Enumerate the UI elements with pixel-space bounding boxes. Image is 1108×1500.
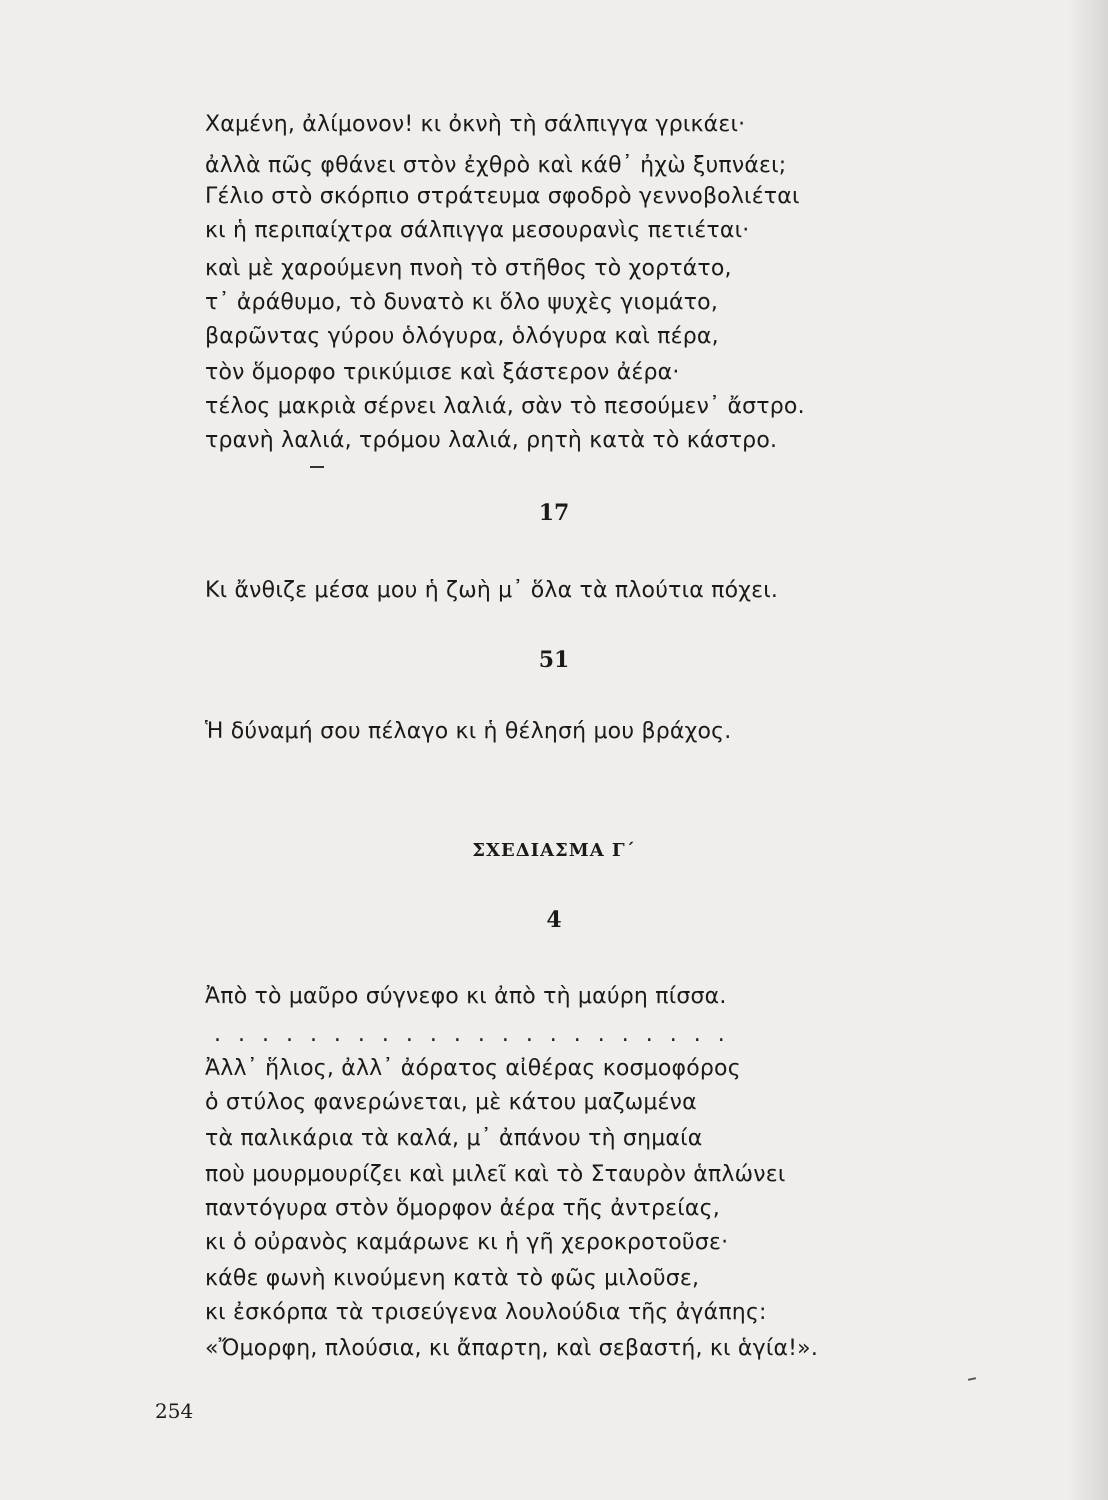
poem-line: ἀλλὰ πῶς φθάνει στὸν ἐχθρὸ καὶ κάθ᾽ ἠχὼ ξυπνάει; [205, 153, 787, 178]
poem-line: καὶ μὲ χαρούμενη πνοὴ τὸ στῆθος τὸ χορτάτο, [205, 256, 732, 281]
fragment-number: 51 [538, 647, 570, 673]
poem-line: κάθε φωνὴ κινούμενη κατὰ τὸ φῶς μιλοῦσε, [205, 1266, 700, 1291]
poem-line: τρανὴ λαλιά, τρόμου λαλιά, ρητὴ κατὰ τὸ κάστρο. [205, 428, 778, 453]
poem-line: Ἀλλ᾽ ἥλιος, ἀλλ᾽ ἀόρατος αἰθέρας κοσμοφόρος [205, 1056, 741, 1081]
page-edge-shadow [1068, 0, 1108, 1500]
poem-line: τ᾽ ἀράθυμο, τὸ δυνατὸ κι ὅλο ψυχὲς γιομάτο, [205, 290, 719, 315]
stray-mark [968, 1377, 976, 1381]
poem-line: «Ὄμορφη, πλούσια, κι ἄπαρτη, καὶ σεβαστή, κι ἁγία!». [205, 1336, 819, 1361]
poem-line: τὰ παλικάρια τὰ καλά, μ᾽ ἀπάνου τὴ σημαία [205, 1126, 703, 1151]
poem-line: ποὺ μουρμουρίζει καὶ μιλεῖ καὶ τὸ Σταυρὸν ἁπλώνει [205, 1162, 786, 1187]
poem-line: κι ὁ οὐρανὸς καμάρωνε κι ἡ γῆ χεροκροτοῦσε· [205, 1230, 729, 1255]
poem-line: κι ἐσκόρπα τὰ τρισεύγενα λουλούδια τῆς ἀγάπης: [205, 1300, 767, 1325]
page-number: 254 [155, 1399, 194, 1423]
poem-line: παντόγυρα στὸν ὅμορφον ἀέρα τῆς ἀντρείας, [205, 1196, 720, 1221]
poem-line: Ἡ δύναμή σου πέλαγο κι ἡ θέλησή μου βράχος. [205, 719, 732, 744]
poem-line: Κι ἄνθιζε μέσα μου ἡ ζωὴ μ᾽ ὅλα τὰ πλούτια πόχει. [205, 578, 779, 603]
poem-line: Χαμένη, ἀλίμονον! κι ὀκνὴ τὴ σάλπιγγα γρικάει· [205, 112, 746, 137]
poem-line: Γέλιο στὸ σκόρπιο στράτευμα σφοδρὸ γεννοβολιέται [205, 184, 800, 209]
poem-line: τὸν ὅμορφο τρικύμισε καὶ ξάστερον ἀέρα· [205, 360, 680, 385]
fragment-number: 17 [538, 500, 570, 526]
poem-line: τέλος μακριὰ σέρνει λαλιά, σὰν τὸ πεσούμεν᾽ ἄστρο. [205, 394, 805, 419]
separator-dash [310, 466, 324, 468]
poem-line: Ἀπὸ τὸ μαῦρο σύγνεφο κι ἀπὸ τὴ μαύρη πίσσα. [205, 984, 727, 1009]
poem-line: κι ἡ περιπαίχτρα σάλπιγγα μεσουρανὶς πετιέται· [205, 218, 750, 243]
poem-line: βαρῶντας γύρου ὁλόγυρα, ὁλόγυρα καὶ πέρα, [205, 324, 719, 349]
section-number: 4 [546, 907, 562, 933]
poem-line: ὁ στύλος φανερώνεται, μὲ κάτου μαζωμένα [205, 1090, 697, 1115]
section-title: ΣΧΕΔΙΑΣΜΑ Γ΄ [472, 840, 636, 861]
ellipsis-line: . . . . . . . . . . . . . . . . . . . . . . [214, 1022, 730, 1047]
